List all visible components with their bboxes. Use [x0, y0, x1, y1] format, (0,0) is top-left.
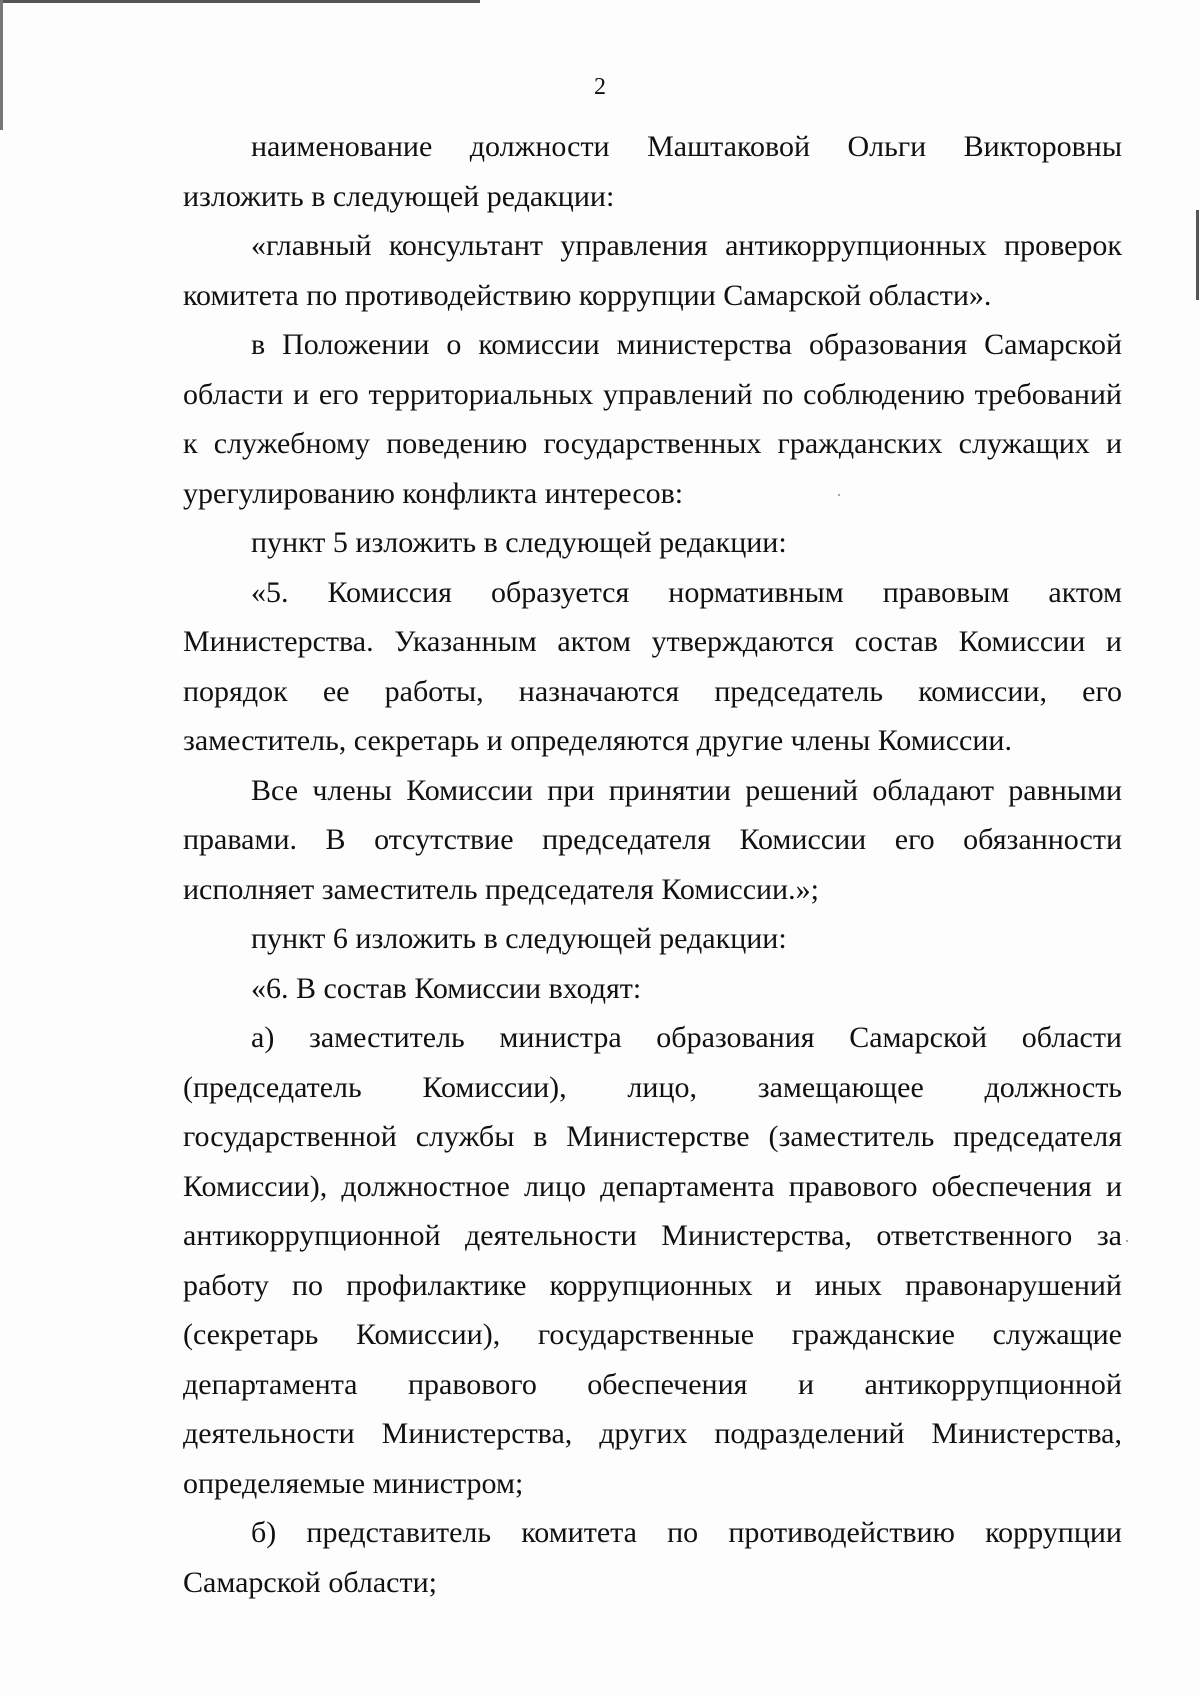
paragraph: Все члены Комиссии при принятии решений обладают равными правами. В отсутствие председателя Комиссии его обязанности исполняет заместитель председателя Комиссии.»;	[183, 773, 1122, 906]
paragraph: пункт 5 изложить в следующей редакции:	[251, 526, 787, 559]
scan-border-left	[0, 0, 3, 130]
paragraph: пункт 6 изложить в следующей редакции:	[251, 922, 787, 955]
page-number: 2	[594, 74, 606, 100]
paragraph: б) представитель комитета по противодействию коррупции Самарской области;	[183, 1516, 1122, 1599]
scan-border-top	[0, 0, 480, 3]
paragraph: «главный консультант управления антикоррупционных проверок комитета по противодействию коррупции Самарской области».	[183, 229, 1122, 312]
scan-speck	[1126, 1240, 1128, 1242]
document-body	[183, 122, 1122, 1607]
paragraph: а) заместитель министра образования Самарской области (председатель Комиссии), лицо, замещающее должность государственной службы в Министерстве (заместитель председателя Комиссии), должностное лицо департамента правового обеспечения и антикоррупционной деятельности Министерства, ответственного за работу по профилактике коррупционных и иных правонарушений (секретарь Комиссии), государственные гражданские служащие департамента правового обеспечения и антикоррупционной деятельности Министерства, других подразделений Министерства, определяемые министром;	[183, 1021, 1122, 1500]
paragraph: в Положении о комиссии министерства образования Самарской области и его территориальных управлений по соблюдению требований к служебному поведению государственных гражданских служащих и урегулированию конфликта интересов:	[183, 328, 1122, 510]
scan-border-right	[1196, 210, 1199, 300]
paragraph: наименование должности Маштаковой Ольги Викторовны изложить в следующей редакции:	[183, 130, 1122, 213]
paragraph: «6. В состав Комиссии входят:	[251, 971, 642, 1005]
paragraph: «5. Комиссия образуется нормативным правовым актом Министерства. Указанным актом утверждаются состав Комиссии и порядок ее работы, назначаются председатель комиссии, его заместитель, секретарь и определяются другие члены Комиссии.	[183, 575, 1122, 757]
